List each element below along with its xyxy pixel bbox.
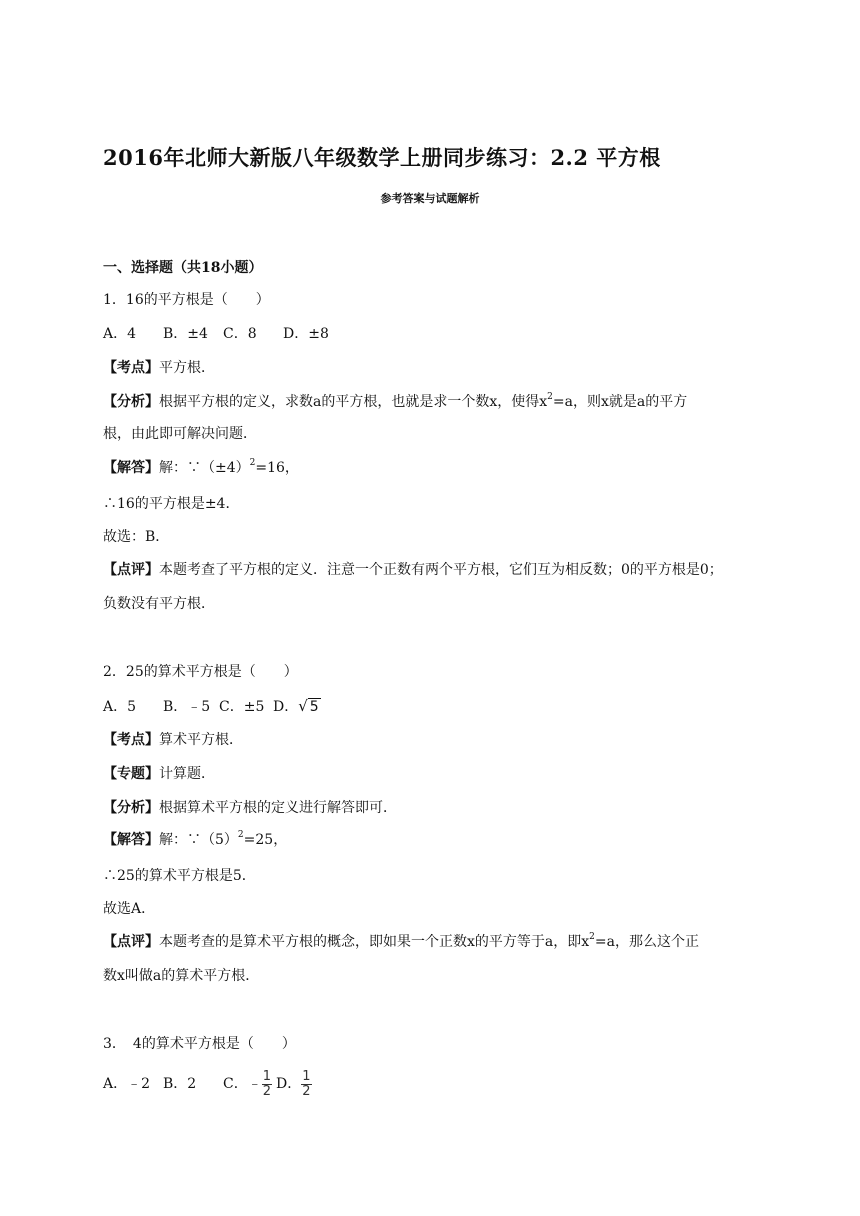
q2-option-c: C．±5	[219, 699, 265, 715]
q1-therefore: ∴16的平方根是±4．	[103, 496, 240, 512]
q2-jieda	[103, 830, 287, 850]
q1-options	[103, 324, 329, 344]
q2-options	[103, 696, 321, 717]
dianping-tag: 【点评】	[103, 562, 159, 578]
jieda-tag: 【解答】	[103, 460, 159, 476]
q1-option-d: D．±8	[283, 326, 329, 342]
fenxi-tag: 【分析】	[103, 800, 159, 816]
zhuanti-text: 计算题．	[159, 766, 215, 782]
q2-zhuanti	[103, 764, 215, 784]
q1-fenxi	[103, 392, 687, 412]
fenxi-text-cont: =a，则x就是a的平方	[552, 394, 688, 410]
q2-kaodian	[103, 730, 243, 750]
q3-options	[103, 1066, 312, 1102]
fraction	[301, 1070, 311, 1099]
q1-jieda	[103, 458, 299, 478]
q1-option-b: B．±4	[163, 326, 208, 342]
page-title: 2016年北师大新版八年级数学上册同步练习：2.2 平方根	[103, 145, 661, 170]
page-subtitle: 参考答案与试题解析	[380, 192, 480, 205]
q2-option-d-label: D．	[273, 699, 299, 715]
q3-option-c	[223, 1066, 272, 1102]
superscript: 2	[589, 932, 595, 943]
kaodian-tag: 【考点】	[103, 732, 159, 748]
fraction	[262, 1070, 272, 1099]
q1-dianping-line2: 负数没有平方根．	[103, 596, 215, 612]
q1-stem: 1．16的平方根是（ ）	[103, 292, 270, 308]
superscript: 2	[237, 830, 244, 841]
jieda-text: 解：∵（±4）	[159, 460, 250, 476]
zhuanti-tag: 【专题】	[103, 766, 159, 782]
dianping-text: 本题考查了平方根的定义．注意一个正数有两个平方根，它们互为相反数；0的平方根是0；	[159, 562, 723, 578]
dianping-text: 本题考查的是算术平方根的概念，即如果一个正数x的平方等于a，即x	[159, 934, 590, 950]
q2-fenxi	[103, 798, 397, 818]
q2-option-a: A．5	[103, 699, 137, 715]
q2-stem: 2．25的算术平方根是（ ）	[103, 664, 298, 680]
q3-option-d	[276, 1066, 312, 1102]
kaodian-text: 平方根．	[159, 360, 215, 376]
q3-option-b: B．2	[163, 1076, 197, 1092]
fenxi-text: 根据算术平方根的定义进行解答即可．	[159, 800, 397, 816]
fraction-denominator: 2	[262, 1083, 271, 1099]
q1-choice: 故选：B．	[103, 529, 170, 545]
radical-sign-icon: √	[298, 697, 308, 715]
fraction-denominator: 2	[302, 1083, 311, 1099]
square-root	[298, 696, 320, 717]
fraction-numerator: 1	[262, 1068, 271, 1084]
jieda-text-cont: =16，	[255, 460, 299, 476]
q1-kaodian	[103, 358, 215, 378]
jieda-text-cont: =25，	[243, 832, 288, 848]
fraction-numerator: 1	[302, 1068, 311, 1084]
q3-option-c-label: C．﹣	[223, 1076, 262, 1092]
dianping-tag: 【点评】	[103, 934, 159, 950]
q1-fenxi-line2: 根，由此即可解决问题．	[103, 426, 257, 442]
fenxi-tag: 【分析】	[103, 394, 159, 410]
q2-dianping	[103, 932, 699, 952]
jieda-tag: 【解答】	[103, 832, 159, 848]
fenxi-text: 根据平方根的定义，求数a的平方根，也就是求一个数x，使得x	[159, 394, 548, 410]
dianping-text-cont: =a，那么这个正	[594, 934, 699, 950]
q3-option-d-label: D．	[276, 1076, 302, 1092]
q2-choice: 故选A．	[103, 901, 156, 917]
q2-option-d	[273, 696, 321, 717]
q1-option-c: C．8	[223, 326, 257, 342]
q3-stem: 3． 4的算术平方根是（ ）	[103, 1036, 296, 1052]
kaodian-tag: 【考点】	[103, 360, 159, 376]
jieda-text: 解：∵（5）	[159, 832, 238, 848]
q1-dianping	[103, 560, 723, 580]
superscript: 2	[249, 458, 256, 469]
kaodian-text: 算术平方根．	[159, 732, 243, 748]
radicand: 5	[309, 699, 319, 715]
q3-option-a: A．﹣2	[103, 1076, 151, 1092]
q2-option-b: B．﹣5	[163, 699, 211, 715]
q1-option-a: A．4	[103, 326, 137, 342]
q2-dianping-line2: 数x叫做a的算术平方根．	[103, 968, 260, 984]
section-heading: 一、选择题（共18小题）	[103, 260, 263, 276]
superscript: 2	[547, 392, 553, 403]
q2-therefore: ∴25的算术平方根是5．	[103, 868, 256, 884]
